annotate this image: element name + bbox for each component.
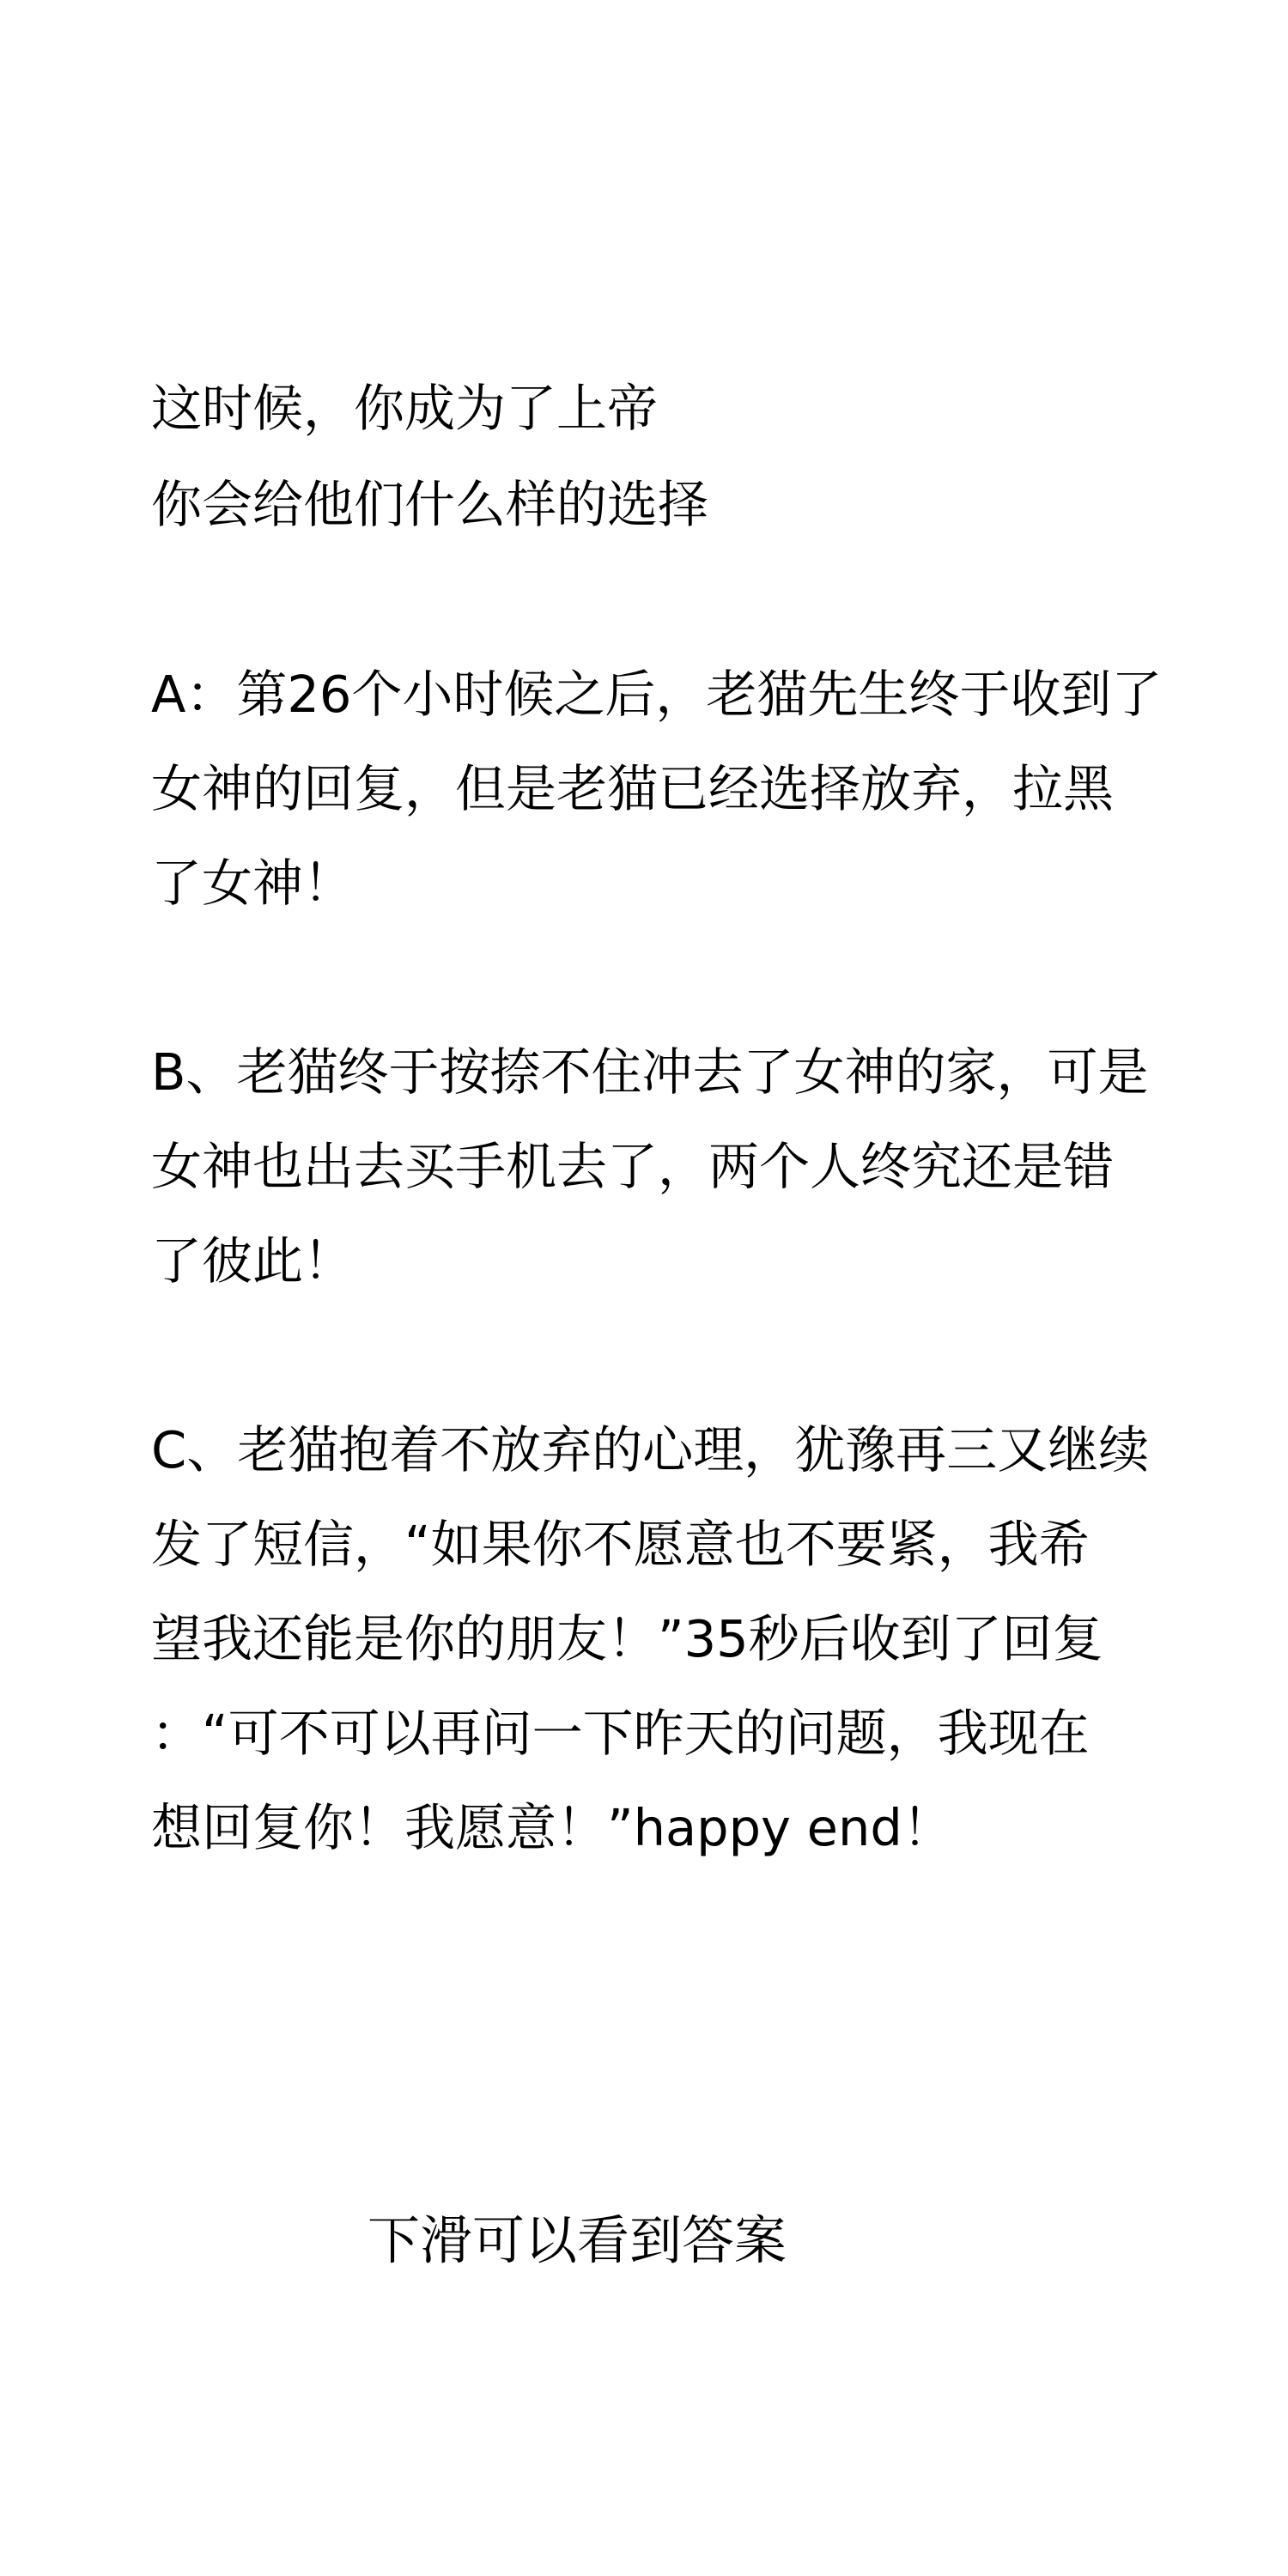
intro-line-2: 你会给他们什么样的选择 (151, 475, 709, 534)
spacer (151, 931, 1233, 1025)
story-content (151, 361, 1233, 1875)
option-c-text: C、老猫抱着不放弃的心理，犹豫再三又继续 发了短信，“如果你不愿意也不要紧，我希 望我还能是你的朋友！”35秒后收到了回复 ：“可不可以再问一下昨天的问题，我现在 想回复你！我愿意！”happy end！ (151, 1420, 1150, 1857)
scroll-hint: 下滑可以看到答案 (368, 2210, 787, 2271)
option-a-text: A：第26个小时候之后，老猫先生终于收到了 女神的回复，但是老猫已经选择放弃，拉黑 了女神！ (151, 665, 1163, 913)
option-b-text: B、老猫终于按捺不住冲去了女神的家，可是 女神也出去买手机去了，两个人终究还是错 了彼此！ (151, 1042, 1149, 1291)
intro-line-1: 这时候，你成为了上帝 (151, 379, 659, 438)
spacer (151, 553, 1233, 647)
spacer (151, 1309, 1233, 1403)
